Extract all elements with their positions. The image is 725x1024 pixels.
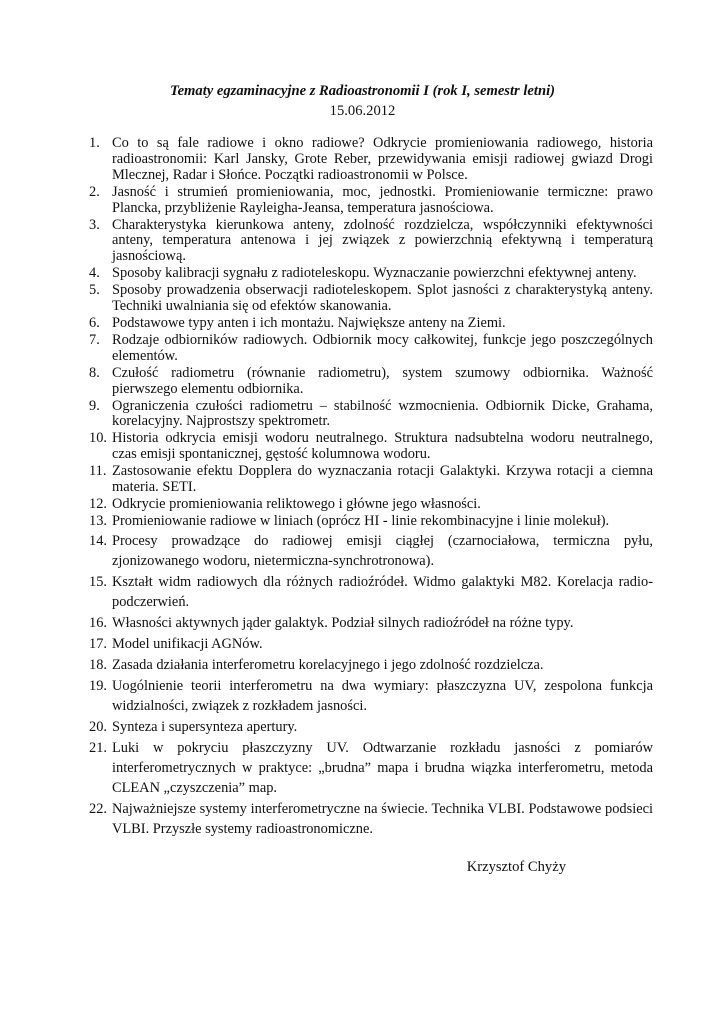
list-item-text: Co to są fale radiowe i okno radiowe? Odkrycie promieniowania radiowego, historia radioastronomii: Karl Jansky, Grote Reber, przewidywania emisji radiowej gwiazd Drogi Mlecznej, Radar i Słońce. Początki radioastronomii w Polsce.: [112, 135, 653, 183]
list-item: [89, 738, 653, 798]
document-title: Tematy egzaminacyjne z Radioastronomii I (rok I, semestr letni): [170, 83, 555, 99]
list-item: [89, 676, 653, 716]
list-item: [89, 613, 653, 633]
list-item-text: Jasność i strumień promieniowania, moc, jednostki. Promieniowanie termiczne: prawo Plancka, przybliżenie Rayleigha-Jeansa, temperatura jasnościowa.: [112, 183, 653, 216]
list-item-number: 14.: [89, 532, 107, 549]
exam-topics-list: [89, 136, 653, 839]
list-item-number: 20.: [89, 718, 107, 735]
list-item-number: 8.: [89, 364, 100, 381]
list-item: [89, 572, 653, 612]
list-item-text: Sposoby kalibracji sygnału z radioteleskopu. Wyznaczanie powierzchni efektywnej anteny.: [112, 265, 637, 282]
list-item-number: 11.: [89, 463, 107, 480]
list-item-number: 7.: [89, 331, 100, 348]
list-item-number: 10.: [89, 430, 107, 447]
list-item: [89, 799, 653, 839]
list-item: [89, 266, 653, 282]
list-item-number: 6.: [89, 314, 100, 331]
list-item-text: Promieniowanie radiowe w liniach (oprócz HI - linie rekombinacyjne i linie molekuł).: [112, 512, 610, 529]
list-item-text: Procesy prowadzące do radiowej emisji ciągłej (czarnociałowa, termiczna pyłu, zjonizowanego wodoru, nietermiczna-synchrotronowa).: [112, 532, 653, 569]
list-item-text: Rodzaje odbiorników radiowych. Odbiornik mocy całkowitej, funkcje jego poszczególnych elementów.: [112, 331, 653, 364]
list-item-number: 22.: [89, 800, 107, 817]
list-item-text: Charakterystyka kierunkowa anteny, zdolność rozdzielcza, współczynniki efektywności anteny, temperatura antenowa i jej związek z powierzchnią efektywną i temperaturą jasnościową.: [112, 216, 653, 265]
list-item-text: Kształt widm radiowych dla różnych radioźródeł. Widmo galaktyki M82. Korelacja radio-podczerwień.: [112, 573, 653, 610]
list-item-text: Zasada działania interferometru korelacyjnego i jego zdolność rozdzielcza.: [112, 656, 544, 673]
list-item-number: 15.: [89, 573, 107, 590]
list-item-text: Sposoby prowadzenia obserwacji radioteleskopem. Splot jasności z charakterystyką anteny. Techniki uwalniania się od efektów skanowania.: [112, 282, 653, 315]
list-item-text: Model unifikacji AGNów.: [112, 635, 263, 652]
list-item: [89, 497, 653, 513]
list-item: [89, 218, 653, 266]
list-item: [89, 431, 653, 463]
list-item-number: 17.: [89, 635, 107, 652]
list-item-text: Zastosowanie efektu Dopplera do wyznaczania rotacji Galaktyki. Krzywa rotacji a ciemna materia. SETI.: [112, 463, 653, 496]
list-item: [89, 399, 653, 431]
document-date: 15.06.2012: [329, 103, 396, 119]
list-item-number: 16.: [89, 614, 107, 631]
list-item: [89, 185, 653, 217]
list-item-text: Luki w pokryciu płaszczyzny UV. Odtwarzanie rozkładu jasności z pomiarów interferometrycznych w praktyce: „brudna” mapa i brudna wiązka interferometru, metoda CLEAN „czyszczenia” map.: [112, 739, 653, 796]
list-item: [89, 333, 653, 365]
list-item: [89, 316, 653, 332]
list-item-text: Odkrycie promieniowania reliktowego i główne jego własności.: [112, 495, 481, 512]
list-item: [89, 655, 653, 675]
list-item-number: 9.: [89, 397, 100, 414]
list-item: [89, 366, 653, 398]
list-item: [89, 717, 653, 737]
list-item-number: 4.: [89, 265, 100, 282]
list-item-number: 19.: [89, 677, 107, 694]
list-item-number: 3.: [89, 216, 100, 233]
list-item-text: Podstawowe typy anten i ich montażu. Największe anteny na Ziemi.: [112, 314, 506, 331]
list-item-text: Czułość radiometru (równanie radiometru), system szumowy odbiornika. Ważność pierwszego elementu odbiornika.: [112, 364, 653, 397]
list-item-number: 5.: [89, 282, 100, 299]
author-signature: Krzysztof Chyży: [466, 859, 566, 875]
list-item-text: Uogólnienie teorii interferometru na dwa wymiary: płaszczyzna UV, zespolona funkcja widzialności, związek z rozkładem jasności.: [112, 677, 653, 714]
list-item: [89, 283, 653, 315]
list-item-text: Własności aktywnych jąder galaktyk. Podział silnych radioźródeł na różne typy.: [112, 614, 574, 631]
list-item-number: 1.: [89, 135, 100, 151]
list-item-number: 21.: [89, 739, 107, 756]
list-item-number: 13.: [89, 512, 107, 529]
list-item: [89, 531, 653, 571]
list-item-text: Historia odkrycia emisji wodoru neutralnego. Struktura nadsubtelna wodoru neutralnego, czas emisji spontanicznej, gęstość kolumnowa wodoru.: [112, 430, 653, 463]
list-item-text: Synteza i supersynteza apertury.: [112, 718, 298, 735]
list-item: [89, 514, 653, 530]
list-item-number: 12.: [89, 495, 107, 512]
list-item: [89, 136, 653, 184]
list-item-text: Ograniczenia czułości radiometru – stabilność wzmocnienia. Odbiornik Dicke, Grahama, korelacyjny. Najprostszy spektrometr.: [112, 397, 653, 430]
list-item-number: 2.: [89, 183, 100, 200]
list-item: [89, 464, 653, 496]
list-item: [89, 634, 653, 654]
list-item-number: 18.: [89, 656, 107, 673]
list-item-text: Najważniejsze systemy interferometryczne na świecie. Technika VLBI. Podstawowe podsieci VLBI. Przyszłe systemy radioastronomiczne.: [112, 800, 653, 837]
